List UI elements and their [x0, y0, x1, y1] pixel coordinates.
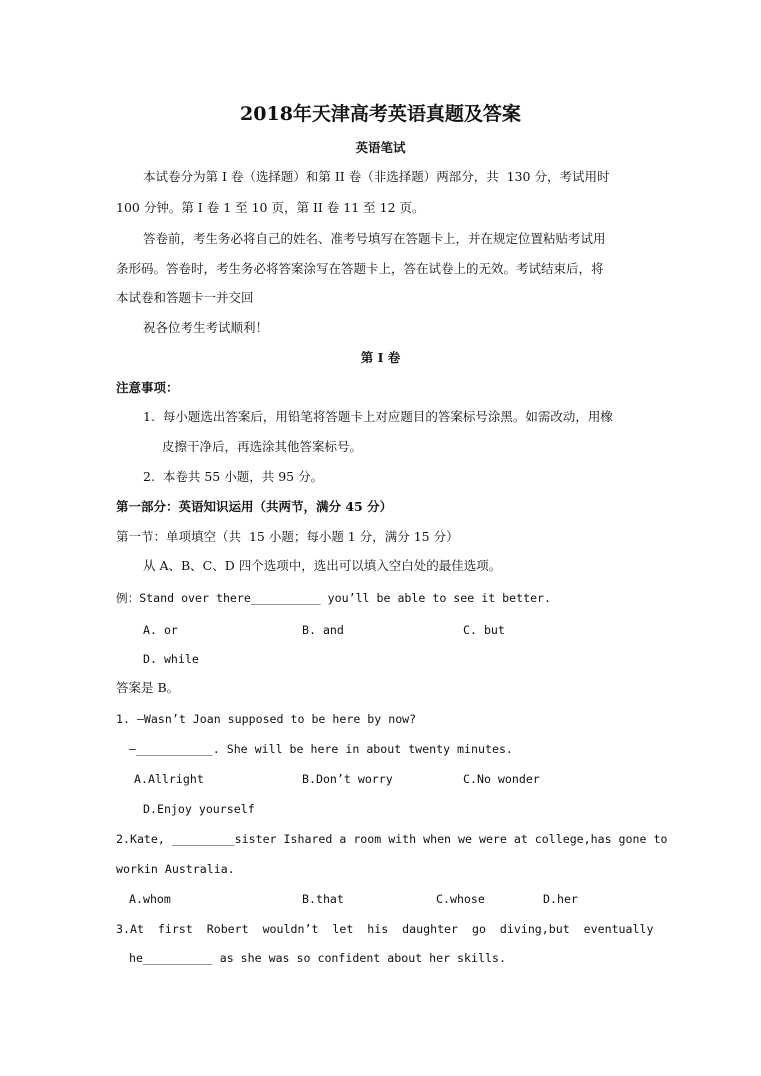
section-1-instruction: 从 A、B、C、D 四个选项中，选出可以填入空白处的最佳选项。: [143, 558, 502, 573]
example-option-c: C. but: [463, 623, 505, 637]
exam-title: 2018年天津高考英语真题及答案: [240, 103, 521, 125]
notes-heading: 注意事项：: [116, 380, 179, 395]
exam-subtitle: 英语笔试: [355, 140, 406, 155]
question-3-line-1: 3.At first Robert wouldn’t let his daughter go diving,but eventually: [116, 922, 654, 936]
example-option-b: B. and: [302, 623, 344, 637]
example-option-d: D. while: [143, 652, 199, 666]
question-2-option-d: D.her: [543, 892, 578, 906]
part-1-heading: 第一部分：英语知识运用（共两节，满分 45 分）: [116, 499, 393, 514]
question-1-option-b: B.Don’t worry: [302, 772, 393, 786]
intro-line-2: 100 分钟。第 I 卷 1 至 10 页，第 II 卷 11 至 12 页。: [116, 200, 425, 215]
wish-line: 祝各位考生考试顺利！: [143, 320, 269, 335]
question-2-option-a: A.whom: [129, 892, 171, 906]
question-2-option-c: C.whose: [436, 892, 485, 906]
question-2-line-1: 2.Kate, _________sister Ishared a room with when we were at college,has gone to: [116, 832, 668, 846]
question-1-line-2: —___________. She will be here in about twenty minutes.: [129, 742, 513, 756]
question-2-line-2: workin Australia.: [116, 862, 235, 876]
intro-line-1: 本试卷分为第 I 卷（选择题）和第 II 卷（非选择题）两部分，共 130 分，考试用时: [143, 169, 610, 184]
question-2-option-b: B.that: [302, 892, 344, 906]
note-1-line-2: 皮擦干净后，再选涂其他答案标号。: [162, 439, 363, 454]
prep-line-2: 条形码。答卷时，考生务必将答案涂写在答题卡上，答在试卷上的无效。考试结束后，将: [116, 261, 604, 276]
example-stem: 例：Stand over there__________ you’ll be able to see it better.: [116, 591, 552, 605]
note-2: 2. 本卷共 55 小题，共 95 分。: [143, 469, 324, 484]
question-1-option-c: C.No wonder: [463, 772, 540, 786]
example-answer: 答案是 B。: [116, 680, 180, 695]
question-3-line-2: he__________ as she was so confident about her skills.: [129, 951, 506, 965]
example-option-a: A. or: [143, 623, 178, 637]
question-1-option-d: D.Enjoy yourself: [143, 802, 255, 816]
question-1-option-a: A.Allright: [134, 772, 204, 786]
note-1-line-1: 1. 每小题选出答案后，用铅笔将答题卡上对应题目的答案标号涂黑。如需改动，用橡: [143, 409, 613, 424]
section-1-heading: 第一节：单项填空（共 15 小题；每小题 1 分，满分 15 分）: [116, 529, 459, 544]
prep-line-1: 答卷前，考生务必将自己的姓名、准考号填写在答题卡上，并在规定位置粘贴考试用: [143, 231, 606, 246]
question-1-line-1: 1. —Wasn’t Joan supposed to be here by now?: [116, 712, 417, 726]
prep-line-3: 本试卷和答题卡一并交回: [116, 290, 254, 305]
volume-heading: 第 I 卷: [360, 350, 401, 365]
